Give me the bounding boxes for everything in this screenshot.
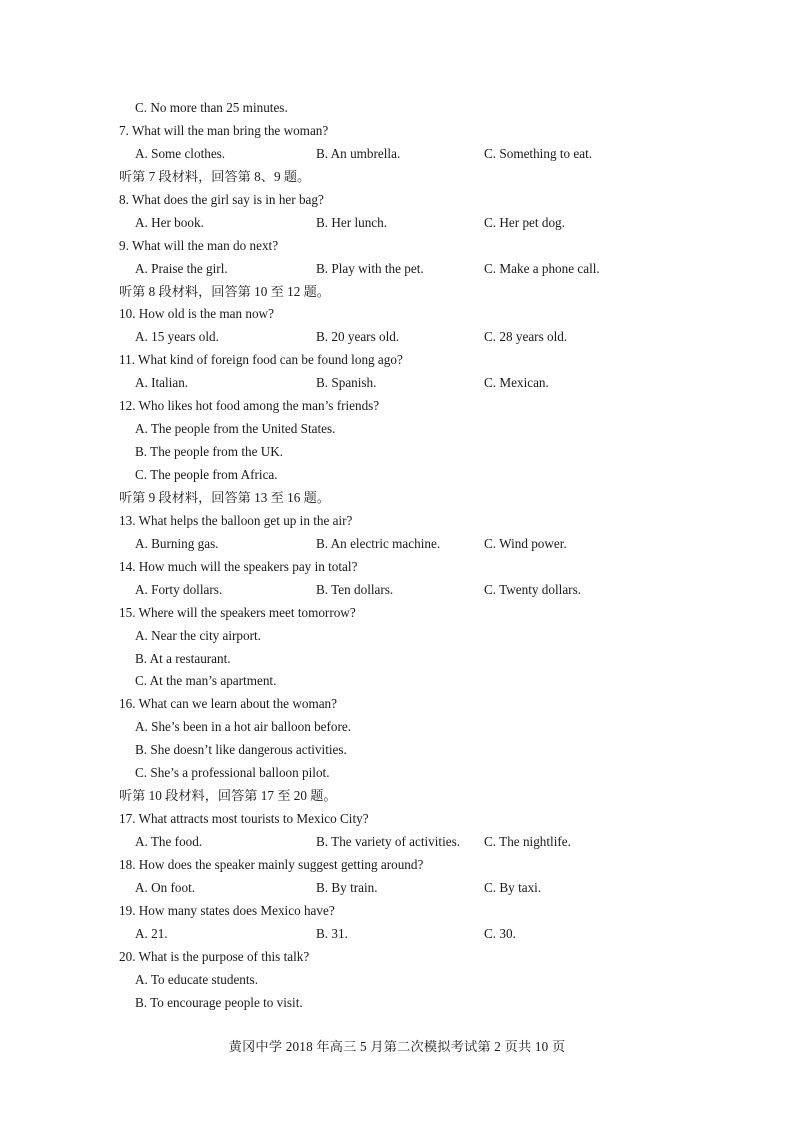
question-text: 13. What helps the balloon get up in the air? [119, 512, 353, 528]
question-text: 14. How much will the speakers pay in total? [119, 558, 358, 574]
answer-option: A. To educate students. [135, 971, 258, 987]
option-row [119, 372, 679, 395]
section-instruction: 听第 7 段材料，回答第 8、9 题。 [119, 168, 311, 184]
answer-option: A. 21. [135, 925, 168, 941]
question-text: 16. What can we learn about the woman? [119, 696, 337, 712]
answer-option: A. Her book. [135, 214, 204, 230]
answer-option: B. Her lunch. [316, 214, 388, 230]
section-instruction: 听第 9 段材料，回答第 13 至 16 题。 [119, 489, 330, 505]
section-instruction: 听第 10 段材料，回答第 17 至 20 题。 [119, 788, 337, 804]
answer-option: A. Some clothes. [135, 145, 226, 161]
answer-option: B. 31. [316, 925, 348, 941]
answer-option: C. By taxi. [484, 879, 542, 895]
option-row [119, 326, 679, 349]
answer-option: A. The people from the United States. [135, 421, 336, 437]
answer-option: A. Near the city airport. [135, 627, 261, 643]
answer-option: B. An electric machine. [316, 535, 441, 551]
option-row [119, 143, 679, 166]
answer-option: C. Twenty dollars. [484, 581, 581, 597]
answer-option: A. On foot. [135, 879, 196, 895]
answer-option: A. Praise the girl. [135, 260, 228, 276]
question-text: 7. What will the man bring the woman? [119, 122, 329, 138]
answer-option: C. The nightlife. [484, 834, 571, 849]
option-row [119, 258, 679, 281]
answer-option: A. The food. [135, 834, 203, 849]
question-text: 17. What attracts most tourists to Mexico City? [119, 811, 369, 827]
question-text: 8. What does the girl say is in her bag? [119, 191, 324, 207]
answer-option: C. Her pet dog. [484, 214, 565, 230]
answer-option: B. Play with the pet. [316, 260, 424, 276]
answer-option: A. Burning gas. [135, 535, 219, 551]
question-text: 10. How old is the man now? [119, 306, 274, 322]
question-text: 9. What will the man do next? [119, 237, 279, 253]
option-row [119, 831, 679, 854]
option-row [119, 877, 679, 900]
answer-option: C. 28 years old. [484, 329, 568, 345]
answer-option: B. At a restaurant. [135, 650, 231, 666]
page-footer: 黄冈中学 2018 年高三 5 月第二次模拟考试第 2 页共 10 页 [228, 1039, 566, 1054]
answer-option: B. Spanish. [316, 375, 377, 391]
answer-option: B. By train. [316, 879, 378, 895]
question-text: 20. What is the purpose of this talk? [119, 948, 310, 964]
option-row [119, 923, 679, 946]
question-text: 18. How does the speaker mainly suggest getting around? [119, 856, 424, 872]
answer-option: A. She’s been in a hot air balloon before. [135, 719, 352, 735]
answer-option: B. The people from the UK. [135, 444, 284, 460]
answer-option: C. She’s a professional balloon pilot. [135, 765, 330, 781]
answer-option: B. The variety of activities. [316, 834, 461, 849]
question-text: 15. Where will the speakers meet tomorrow? [119, 604, 356, 620]
option-row [119, 212, 679, 235]
question-text: 11. What kind of foreign food can be found long ago? [119, 352, 403, 368]
answer-option: C. Something to eat. [484, 145, 593, 161]
question-text: 12. Who likes hot food among the man’s friends? [119, 398, 380, 414]
answer-option: A. Italian. [135, 375, 189, 391]
answer-option: B. To encourage people to visit. [135, 994, 303, 1010]
answer-option: C. No more than 25 minutes. [135, 100, 288, 115]
answer-option: B. Ten dollars. [316, 581, 394, 597]
question-text: 19. How many states does Mexico have? [119, 902, 335, 918]
answer-option: C. Mexican. [484, 375, 549, 391]
option-row [119, 533, 679, 556]
answer-option: A. Forty dollars. [135, 581, 223, 597]
exam-page-content [119, 97, 679, 1015]
answer-option: C. Make a phone call. [484, 260, 600, 276]
section-instruction: 听第 8 段材料，回答第 10 至 12 题。 [119, 283, 330, 299]
answer-option: B. She doesn’t like dangerous activities. [135, 742, 347, 758]
option-row [119, 579, 679, 602]
answer-option: C. 30. [484, 925, 516, 941]
answer-option: B. An umbrella. [316, 145, 401, 161]
answer-option: C. The people from Africa. [135, 467, 278, 482]
answer-option: C. Wind power. [484, 535, 567, 551]
answer-option: A. 15 years old. [135, 329, 219, 345]
answer-option: C. At the man’s apartment. [135, 673, 277, 689]
answer-option: B. 20 years old. [316, 329, 400, 345]
